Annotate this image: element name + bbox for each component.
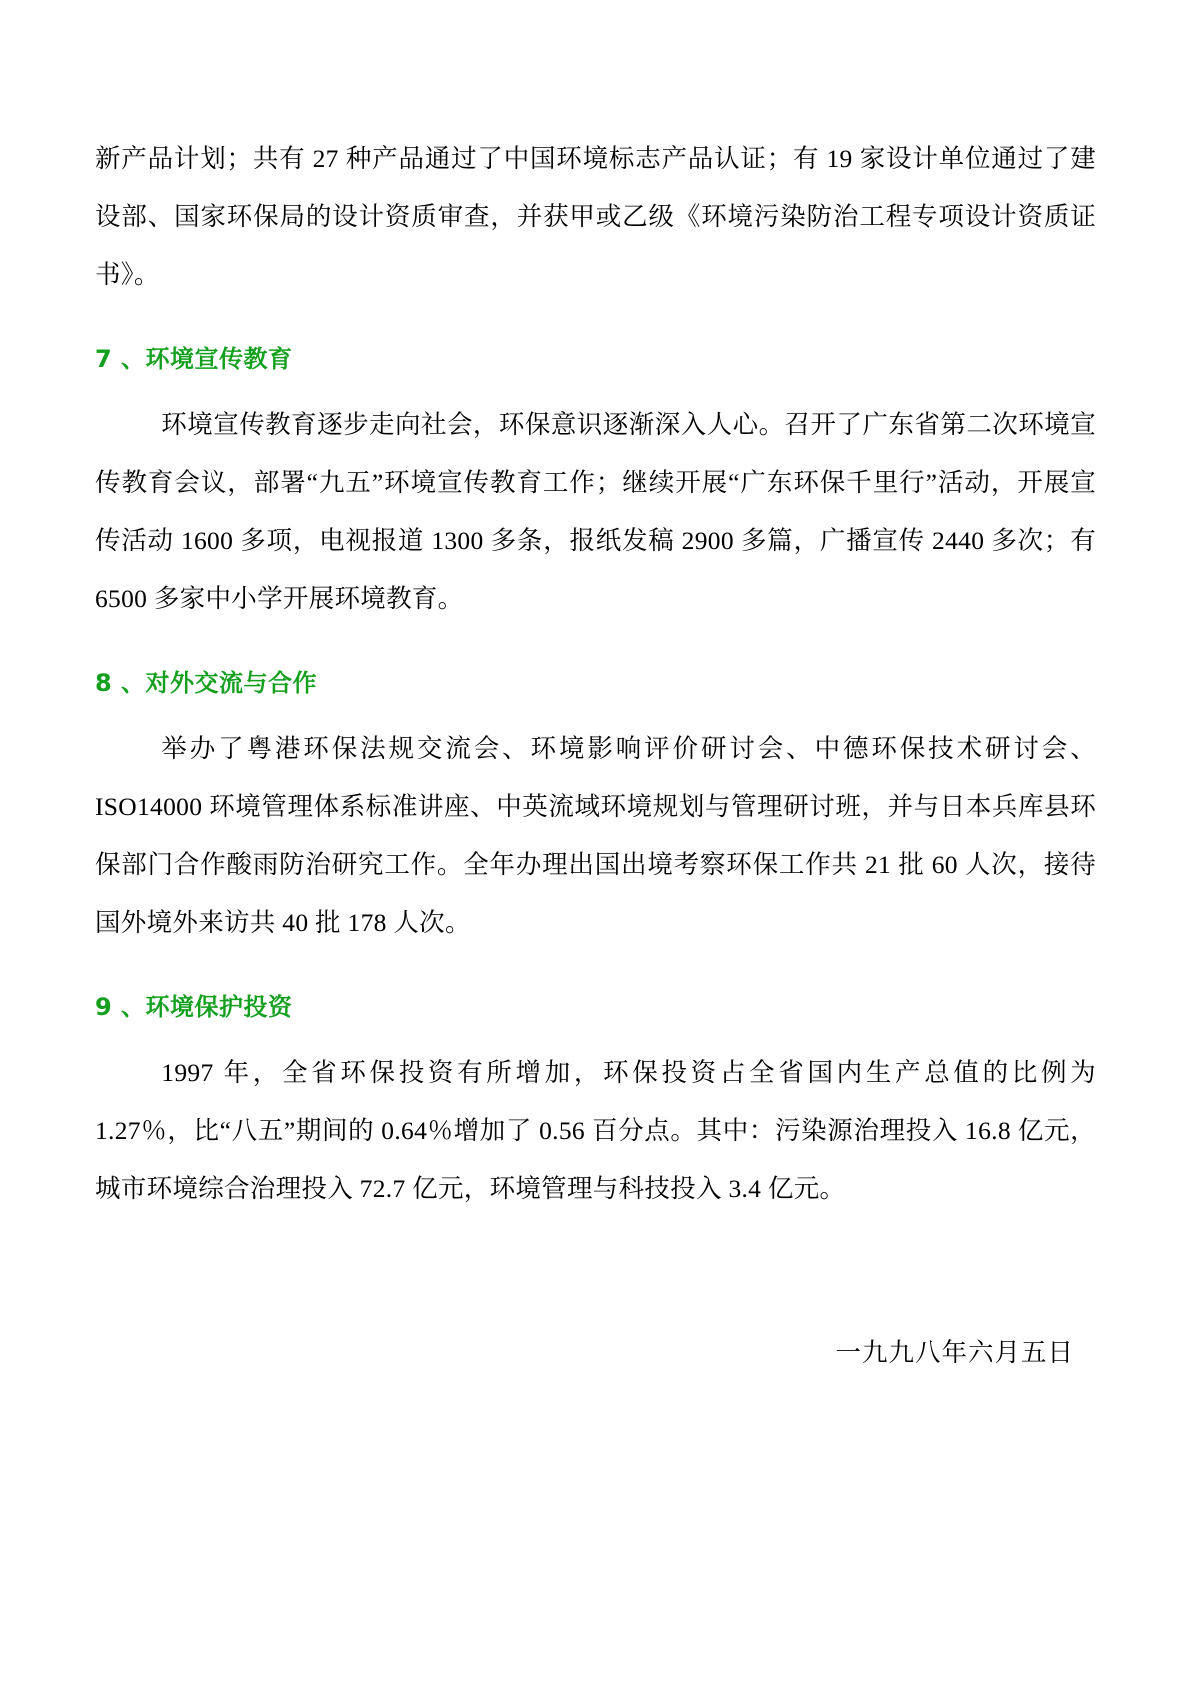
heading-environmental-publicity-education: 7 、环境宣传教育 xyxy=(95,345,293,373)
paragraph-external-exchange-cooperation: 举办了粤港环保法规交流会、环境影响评价研讨会、中德环保技术研讨会、ISO14000 环境管理体系标准讲座、中英流域环境规划与管理研讨班，并与日本兵库县环保部门合作酸雨防治研究工作。全年办理出国出境考察环保工作共 21 批 60 人次，接待国外境外来访共 40 批 178 人次。 xyxy=(95,734,1096,937)
paragraph-environmental-publicity-education: 环境宣传教育逐步走向社会，环保意识逐渐深入人心。召开了广东省第二次环境宣传教育会议，部署“九五”环境宣传教育工作；继续开展“广东环保千里行”活动，开展宣传活动 1600 多项，电视报道 1300 多条，报纸发稿 2900 多篇，广播宣传 2440 多次；有 6500 多家中小学开展环境教育。 xyxy=(95,410,1096,613)
paragraph-environmental-protection-investment: 1997 年，全省环保投资有所增加，环保投资占全省国内生产总值的比例为 1.27％，比“八五”期间的 0.64％增加了 0.56 百分点。其中：污染源治理投入 16.8 亿元，城市环境综合治理投入 72.7 亿元，环境管理与科技投入 3.4 亿元。 xyxy=(95,1058,1096,1203)
document-date-signature: 一九九八年六月五日 xyxy=(835,1338,1074,1367)
document-body xyxy=(95,130,1096,1378)
paragraph-new-product-plan: 新产品计划；共有 27 种产品通过了中国环境标志产品认证；有 19 家设计单位通过了建设部、国家环保局的设计资质审查，并获甲或乙级《环境污染防治工程专项设计资质证书》。 xyxy=(95,144,1096,289)
heading-environmental-protection-investment: 9 、环境保护投资 xyxy=(95,993,293,1021)
heading-external-exchange-cooperation: 8 、对外交流与合作 xyxy=(95,669,318,697)
